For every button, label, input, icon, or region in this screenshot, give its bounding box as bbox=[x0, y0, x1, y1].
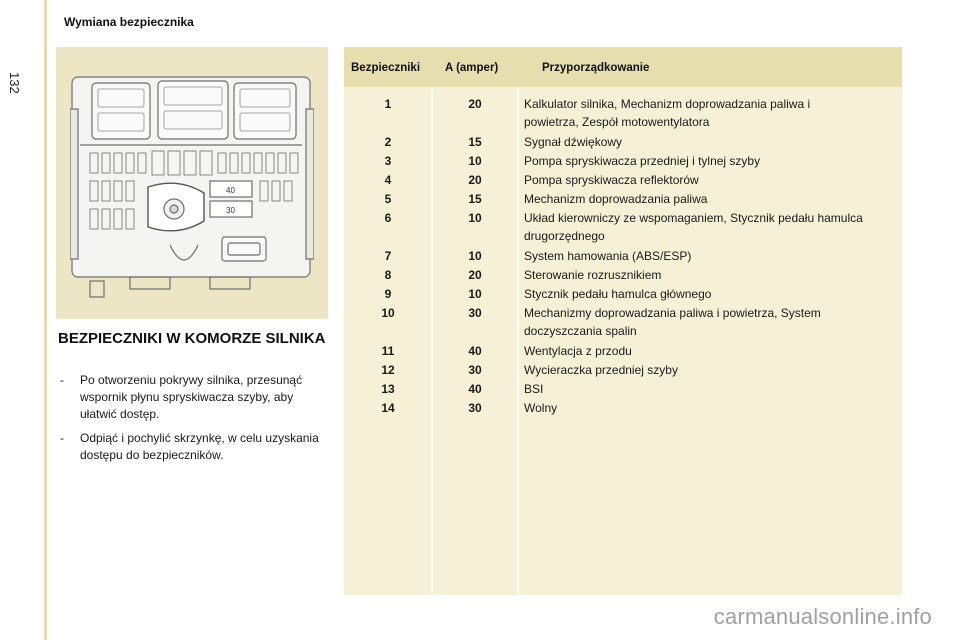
table-row bbox=[344, 380, 902, 398]
fuse-label-30: 30 bbox=[226, 206, 235, 215]
fuse-amperage: 30 bbox=[468, 363, 482, 377]
fuse-assignment: Mechanizmy doprowadzania paliwa i powietrza, System doczyszczania spalin bbox=[524, 306, 821, 338]
table-row bbox=[344, 190, 902, 208]
header-amp: A (amper) bbox=[445, 62, 499, 74]
section-title: BEZPIECZNIKI W KOMORZE SILNIKA bbox=[58, 330, 326, 347]
fuse-number: 11 bbox=[381, 344, 395, 358]
table-row bbox=[344, 133, 902, 151]
fuse-box-diagram bbox=[70, 69, 314, 301]
header-fuse: Bezpieczniki bbox=[351, 62, 421, 74]
fuse-assignment: System hamowania (ABS/ESP) bbox=[524, 249, 692, 263]
fuse-amperage: 10 bbox=[468, 287, 482, 301]
fuse-amperage: 10 bbox=[468, 211, 482, 225]
fuse-amperage: 30 bbox=[468, 306, 482, 320]
fuse-amperage: 15 bbox=[468, 135, 482, 149]
fuse-number: 5 bbox=[384, 192, 392, 206]
fuse-amperage: 20 bbox=[468, 268, 482, 282]
header-assign: Przyporządkowanie bbox=[542, 62, 650, 74]
fuse-number: 2 bbox=[384, 135, 392, 149]
watermark-link[interactable]: carmanualsonline.info bbox=[713, 604, 932, 629]
fuse-assignment: Wentylacja z przodu bbox=[524, 344, 632, 358]
fuse-number: 13 bbox=[381, 382, 395, 396]
fuse-amperage: 30 bbox=[468, 401, 482, 415]
fuse-number: 3 bbox=[384, 154, 392, 168]
fuse-amperage: 20 bbox=[468, 97, 482, 111]
fuse-number: 12 bbox=[381, 363, 395, 377]
fuse-label-40: 40 bbox=[226, 186, 235, 195]
fuse-amperage: 15 bbox=[468, 192, 482, 206]
fuse-assignment: Sterowanie rozrusznikiem bbox=[524, 268, 662, 282]
table-row bbox=[344, 399, 902, 417]
fuse-assignment: Mechanizm doprowadzania paliwa bbox=[524, 192, 708, 206]
fuse-assignment: BSI bbox=[524, 382, 544, 396]
list-dash: - bbox=[60, 373, 64, 387]
fuse-number: 1 bbox=[384, 97, 392, 111]
table-row bbox=[344, 247, 902, 265]
page-number: 132 bbox=[7, 72, 22, 94]
fuse-amperage: 40 bbox=[468, 382, 482, 396]
fuse-assignment: Kalkulator silnika, Mechanizm doprowadzania paliwa i powietrza, Zespół motowentylatora bbox=[524, 97, 811, 129]
fuse-number: 14 bbox=[381, 401, 395, 415]
fuse-number: 8 bbox=[384, 268, 392, 282]
fuse-number: 7 bbox=[384, 249, 392, 263]
fuse-assignment: Pompa spryskiwacza reflektorów bbox=[524, 173, 699, 187]
table-row bbox=[344, 152, 902, 170]
table-row bbox=[344, 209, 902, 245]
fuse-box-illustration bbox=[56, 47, 328, 319]
fuse-table bbox=[344, 47, 902, 595]
fuse-assignment: Układ kierowniczy ze wspomaganiem, Stycznik pedału hamulca drugorzędnego bbox=[524, 211, 863, 243]
table-row bbox=[344, 361, 902, 379]
table-row bbox=[344, 342, 902, 360]
fuse-assignment: Sygnał dźwiękowy bbox=[524, 135, 623, 149]
fuse-amperage: 20 bbox=[468, 173, 482, 187]
table-row bbox=[344, 304, 902, 340]
instruction-text: Po otworzeniu pokrywy silnika, przesunąć wspornik płynu spryskiwacza szyby, aby ułatwić dostęp. bbox=[80, 373, 303, 421]
table-row bbox=[344, 171, 902, 189]
fuse-number: 10 bbox=[381, 306, 395, 320]
instruction-item bbox=[58, 372, 330, 423]
fuse-number: 9 bbox=[384, 287, 392, 301]
fuse-assignment: Pompa spryskiwacza przedniej i tylnej szyby bbox=[524, 154, 761, 168]
fuse-assignment: Stycznik pedału hamulca głównego bbox=[524, 287, 712, 301]
instruction-item bbox=[58, 430, 330, 464]
fuse-amperage: 40 bbox=[468, 344, 482, 358]
fuse-amperage: 10 bbox=[468, 249, 482, 263]
list-dash: - bbox=[60, 431, 64, 445]
fuse-amperage: 10 bbox=[468, 154, 482, 168]
instructions-list bbox=[58, 372, 330, 471]
table-row bbox=[344, 95, 902, 131]
fuse-assignment: Wolny bbox=[524, 401, 558, 415]
table-header bbox=[344, 47, 902, 87]
table-row bbox=[344, 266, 902, 284]
page-header-title: Wymiana bezpiecznika bbox=[64, 15, 194, 29]
fuse-number: 4 bbox=[384, 173, 392, 187]
table-row bbox=[344, 285, 902, 303]
table-body bbox=[344, 95, 902, 418]
instruction-text: Odpiąć i pochylić skrzynkę, w celu uzyskania dostępu do bezpieczników. bbox=[80, 431, 319, 462]
fuse-number: 6 bbox=[384, 211, 392, 225]
left-margin-rule bbox=[44, 0, 47, 640]
fuse-assignment: Wycieraczka przedniej szyby bbox=[524, 363, 678, 377]
